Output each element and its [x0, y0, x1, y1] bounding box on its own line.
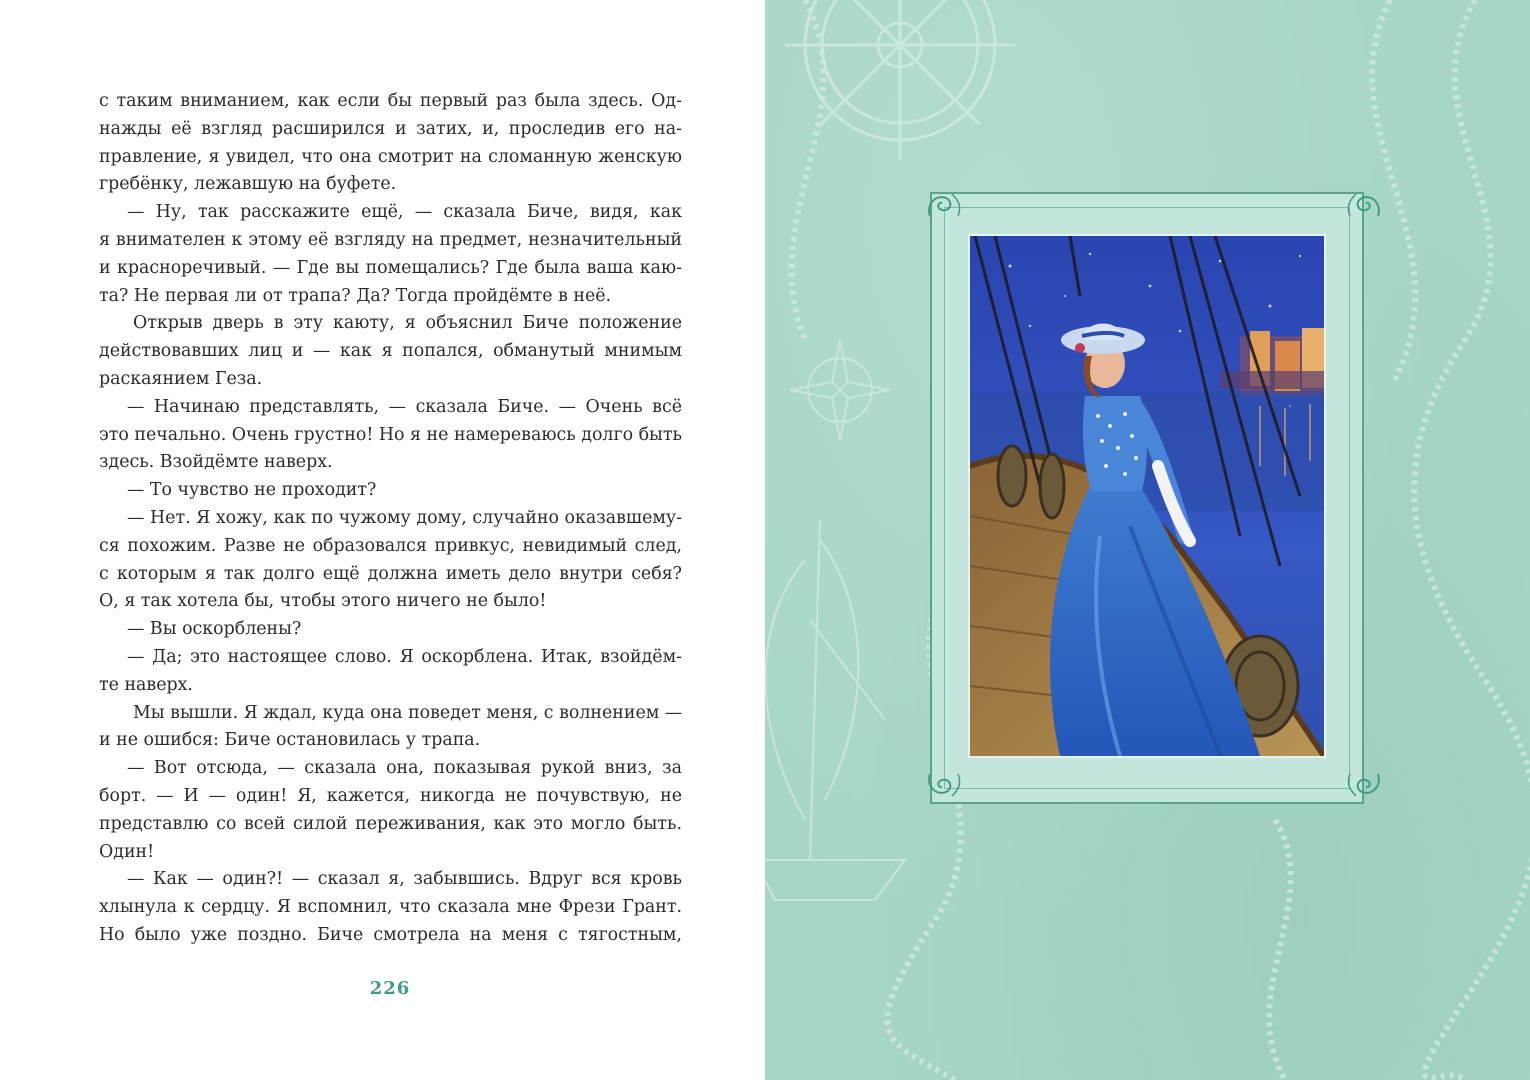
text-line: Открыв дверь в эту каюту, я объяснил Биче положение: [133, 313, 682, 334]
text-line: Один!: [99, 841, 155, 862]
text-line: — То чувство не проходит?: [127, 480, 377, 501]
text-line: — Начинаю представлять, — сказала Биче. — Очень всё: [127, 396, 682, 417]
corner-ornament-icon: [1342, 186, 1386, 230]
text-line: раскаянием Геза.: [99, 368, 263, 389]
text-line: это печально. Очень грустно! Но я не намереваюсь долго быть: [99, 424, 682, 445]
illustration-drawing: [970, 236, 1324, 756]
text-line: и не ошибся: Биче остановилась у трапа.: [99, 730, 481, 751]
text-line: борт. — И — один! Я, кажется, никогда не почувствую, не: [99, 785, 682, 806]
text-line: гребёнку, лежавшую на буфете.: [99, 174, 397, 195]
body-text: [99, 88, 682, 950]
illustration: [968, 234, 1326, 758]
text-line: та? Не первая ли от трапа? Да? Тогда пройдёмте в неё.: [99, 285, 612, 306]
text-line: представлю со всей силой переживания, как это могло быть.: [99, 813, 682, 834]
text-line: с которым я так долго ещё должна иметь дело внутри себя?: [99, 563, 682, 584]
text-line: Но было уже поздно. Биче смотрела на меня с тягостным,: [99, 924, 682, 945]
compass-rose-icon: [790, 340, 890, 440]
text-line: я внимателен к этому её взгляду на предмет, незначительный: [99, 229, 682, 250]
corner-ornament-icon: [1342, 760, 1386, 804]
ship-sketch-icon: [765, 520, 905, 900]
corner-ornament-icon: [922, 760, 966, 804]
text-line: правление, я увидел, что она смотрит на сломанную женскую: [99, 146, 682, 167]
text-line: — Нет. Я хожу, как по чужому дому, случайно оказавшему-: [127, 507, 682, 528]
text-line: Мы вышли. Я ждал, куда она поведет меня, с волнением —: [133, 702, 682, 723]
text-line: — Вот отсюда, — сказала она, показывая рукой вниз, за: [127, 758, 682, 779]
text-line: О, я так хотела бы, чтобы этого ничего не было!: [99, 591, 547, 612]
text-line: те наверх.: [99, 674, 193, 695]
text-line: — Ну, так расскажите ещё, — сказала Биче, видя, как: [127, 202, 682, 223]
text-line: здесь. Взойдёмте наверх.: [99, 452, 333, 473]
corner-ornament-icon: [922, 186, 966, 230]
text-line: хлынула к сердцу. Я вспомнил, что сказала мне Фрези Грант.: [99, 897, 682, 918]
text-line: — Да; это настоящее слово. Я оскорблена. Итак, взойдём-: [127, 646, 682, 667]
right-page: [765, 0, 1530, 1080]
text-line: ся похожим. Разве не образовался привкус, невидимый след,: [99, 535, 682, 556]
text-line: — Как — один?! — сказал я, забывшись. Вдруг вся кровь: [127, 869, 682, 890]
ships-wheel-icon: [785, 0, 1015, 160]
text-line: действовавших лиц и — как я попался, обманутый мнимым: [99, 341, 682, 362]
page-number: 226: [369, 978, 411, 999]
text-line: нажды её взгляд расширился и затих, и, проследив его на-: [99, 118, 682, 139]
text-line: и красноречивый. — Где вы помещались? Где была ваша каю-: [99, 257, 682, 278]
text-line: — Вы оскорблены?: [127, 619, 302, 640]
text-line: с таким вниманием, как если бы первый раз была здесь. Од-: [99, 91, 682, 111]
